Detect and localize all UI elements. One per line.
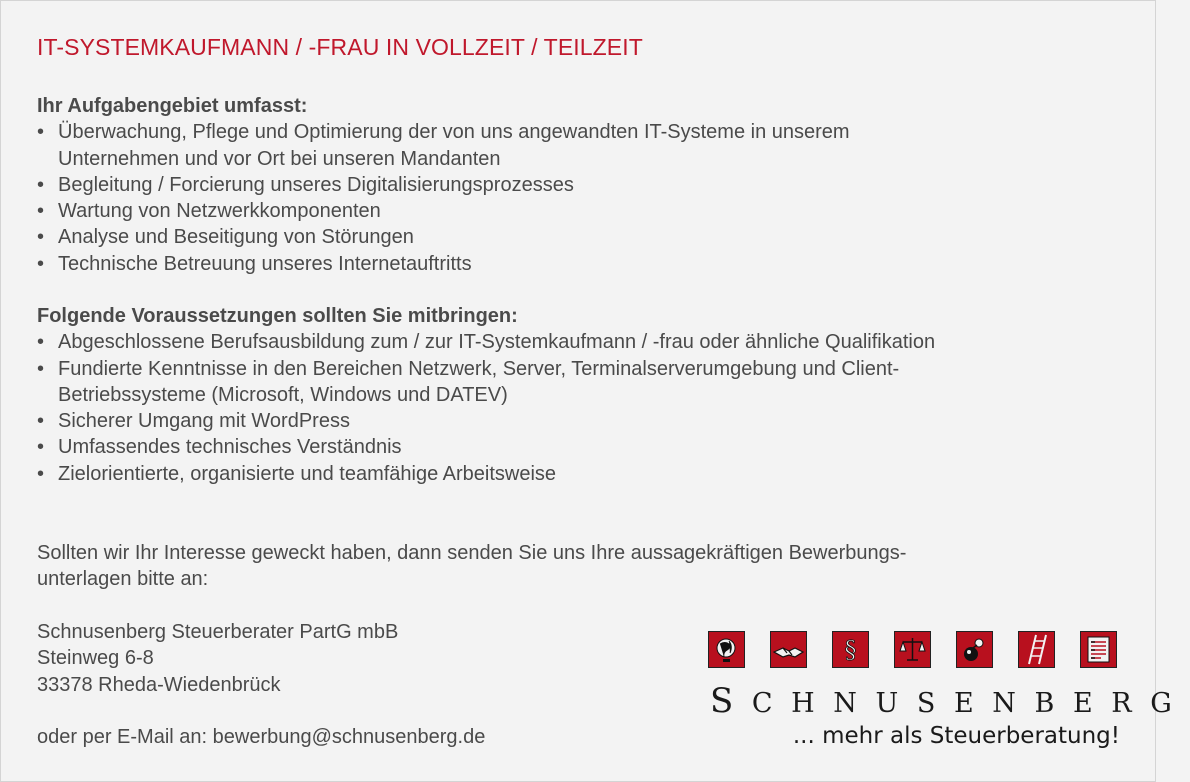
tasks-heading: Ihr Aufgabengebiet umfasst: — [37, 95, 308, 117]
brand-slogan: ... mehr als Steuerberatung! — [792, 723, 1120, 749]
company-logo — [708, 631, 1190, 751]
list-item-text: Fundierte Kenntnisse in den Bereichen Netzwerk, Server, Terminalserverumgebung und Client- — [58, 357, 900, 380]
list-item — [37, 408, 935, 434]
bullet-icon: • — [37, 121, 45, 144]
bullet-icon: • — [37, 436, 45, 459]
handshake-icon — [770, 631, 807, 668]
bullet-icon: • — [37, 357, 45, 380]
bullet-icon: • — [37, 252, 45, 275]
brand-name — [710, 681, 1190, 721]
list-item-text: Sicherer Umgang mit WordPress — [58, 410, 350, 433]
brand-rest: CHNUSENBER — [751, 688, 1151, 719]
scales-icon — [894, 631, 931, 668]
list-item-text: Betriebssysteme (Microsoft, Windows und DATEV) — [58, 383, 508, 406]
brand-initial: S — [710, 681, 752, 721]
list-item — [37, 434, 935, 460]
email-line: oder per E-Mail an: bewerbung@schnusenberg.de — [37, 726, 486, 748]
bullet-icon: • — [37, 462, 45, 485]
bullet-icon: • — [37, 410, 45, 433]
bullet-icon: • — [37, 331, 45, 354]
list-item — [37, 119, 850, 172]
list-item-text: Abgeschlossene Berufsausbildung zum / zur IT-Systemkaufmann / -frau oder ähnliche Qualifikation — [58, 331, 936, 354]
list-item-text: Unternehmen und vor Ort bei unseren Mandanten — [58, 147, 501, 170]
requirements-section — [37, 303, 935, 487]
city: 33378 Rheda-Wiedenbrück — [37, 673, 281, 696]
requirements-list — [37, 329, 935, 487]
list-item-text: Analyse und Beseitigung von Störungen — [58, 226, 414, 249]
bullet-icon: • — [37, 226, 45, 249]
street: Steinweg 6-8 — [37, 647, 154, 670]
svg-text:§: § — [844, 636, 857, 664]
list-item — [37, 329, 935, 355]
abacus-icon — [956, 631, 993, 668]
job-title: IT-SYSTEMKAUFMANN / -FRAU IN VOLLZEIT / TEILZEIT — [37, 34, 643, 60]
tasks-list — [37, 119, 850, 277]
list-item — [37, 461, 935, 487]
list-item — [37, 224, 850, 250]
list-item — [37, 251, 850, 277]
closing-paragraph — [37, 540, 906, 593]
brand-last: G — [1150, 688, 1190, 719]
list-item — [37, 172, 850, 198]
list-item — [37, 198, 850, 224]
list-item-text: Umfassendes technisches Verständnis — [58, 436, 402, 459]
globe-icon — [708, 631, 745, 668]
ladder-icon — [1018, 631, 1055, 668]
list-item — [37, 356, 935, 409]
list-item-text: Technische Betreuung unseres Internetauftritts — [58, 252, 472, 275]
closing-line: unterlagen bitte an: — [37, 568, 209, 591]
list-item-text: Begleitung / Forcierung unseres Digitalisierungsprozesses — [58, 173, 574, 196]
list-item-text: Wartung von Netzwerkkomponenten — [58, 200, 381, 223]
postal-address — [37, 619, 398, 698]
bullet-icon: • — [37, 173, 45, 196]
document-icon — [1080, 631, 1117, 668]
list-item-text: Überwachung, Pflege und Optimierung der von uns angewandten IT-Systeme in unserem — [58, 121, 850, 144]
paragraph-icon — [832, 631, 869, 668]
list-item-text: Zielorientierte, organisierte und teamfähige Arbeitsweise — [58, 462, 557, 485]
requirements-heading: Folgende Voraussetzungen sollten Sie mitbringen: — [37, 305, 518, 327]
company-name: Schnusenberg Steuerberater PartG mbB — [37, 621, 399, 643]
bullet-icon: • — [37, 200, 45, 223]
tasks-section — [37, 93, 850, 277]
closing-line: Sollten wir Ihr Interesse geweckt haben, dann senden Sie uns Ihre aussagekräftigen Bewerbungs- — [37, 542, 907, 564]
